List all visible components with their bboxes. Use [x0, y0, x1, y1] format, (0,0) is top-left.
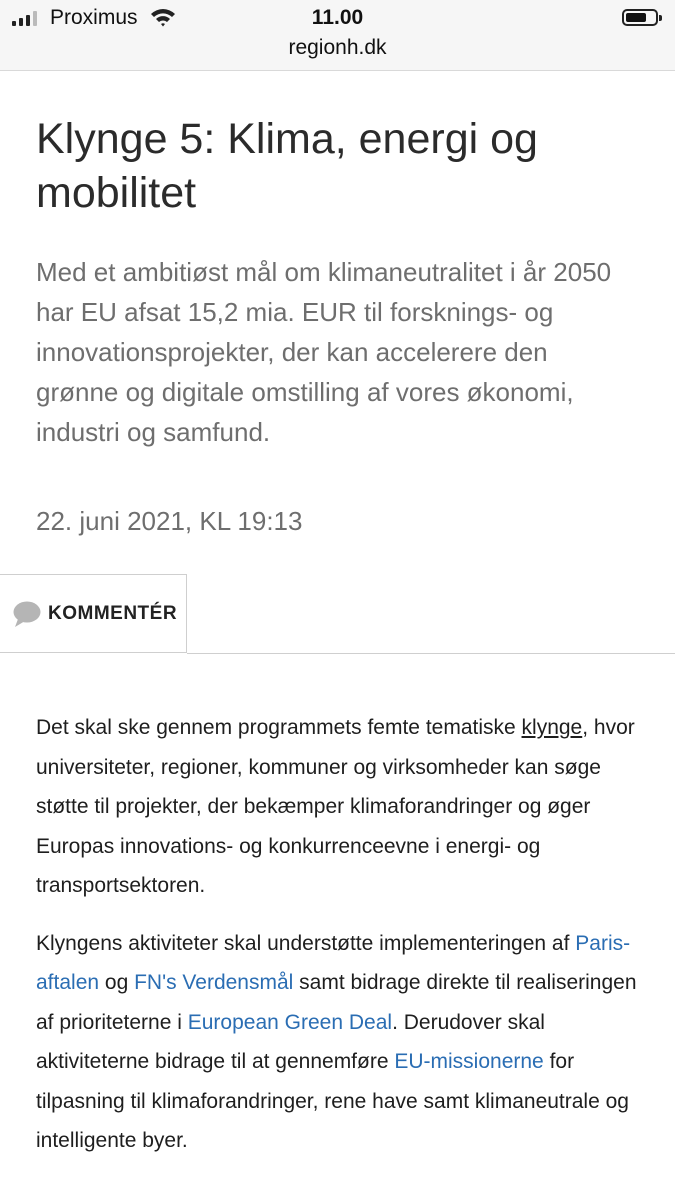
paragraph-text: for tilpasning til klimaforandringer, rene have samt klimaneutrale og intelligente byer. — [36, 1050, 629, 1152]
article-date: 22. juni 2021, KL 19:13 — [36, 506, 303, 536]
comment-button-label: KOMMENTÉR — [48, 602, 178, 624]
speech-bubble-icon — [12, 600, 42, 628]
link-eu-missionerne[interactable]: EU-missionerne — [394, 1050, 544, 1073]
link-european-green-deal[interactable]: European Green Deal — [187, 1010, 393, 1034]
link-paris-aftalen[interactable]: Paris-aftalen — [36, 931, 631, 994]
link-klynge[interactable]: klynge — [521, 716, 583, 739]
address-bar-domain[interactable]: regionh.dk — [288, 36, 387, 59]
paragraph-text: samt bidrage direkte til realiseringen af prioriteterne i — [36, 971, 637, 1034]
battery-icon — [622, 9, 658, 26]
comment-button[interactable] — [0, 574, 187, 653]
article-lead: Med et ambitiøst mål om klimaneutralitet i år 2050 har EU afsat 15,2 mia. EUR til forsknings- og innovationsprojekter, der kan accelerere den grønne og digitale omstilling af vores økonomi, industri og samfund. — [36, 257, 612, 447]
paragraph-1 — [36, 708, 641, 906]
article-title: Klynge 5: Klima, energi og mobilitet — [36, 115, 538, 217]
paragraph-2 — [36, 924, 641, 1161]
paragraph-text: og — [99, 971, 135, 994]
article-body — [36, 708, 641, 1161]
carrier-name: Proximus — [50, 6, 138, 29]
status-time: 11.00 — [311, 6, 364, 29]
link-fn-verdensmaal[interactable]: FN's Verdensmål — [134, 971, 294, 994]
status-bar — [0, 0, 675, 71]
paragraph-text: Det skal ske gennem programmets femte tematiske — [36, 716, 522, 739]
divider — [187, 653, 675, 654]
paragraph-text: Klyngens aktiviteter skal understøtte implementeringen af — [36, 931, 576, 955]
paragraph-text: . Derudover skal aktiviteterne bidrage til at gennemføre — [36, 1010, 545, 1073]
paragraph-text: , hvor universiteter, regioner, kommuner og virksomheder kan søge støtte til projekter, der bekæmper klimaforandringer og øger Europas innovations- og konkurrenceevne i energi- og transportsektoren. — [36, 716, 635, 897]
